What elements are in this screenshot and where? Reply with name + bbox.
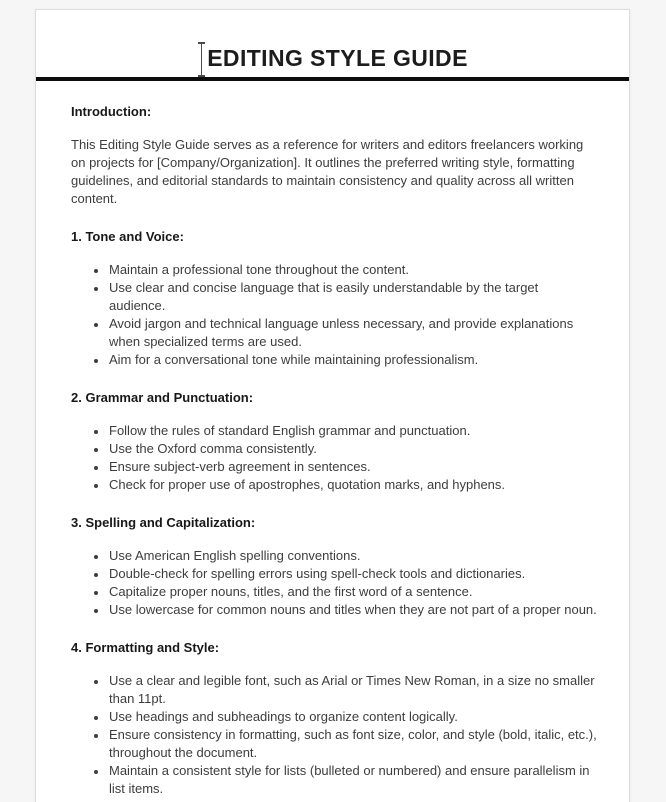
bullet-item[interactable]: • Use a clear and legible font, such as Arial or Times New Roman, in a size no smaller than 11pt. xyxy=(108,672,597,708)
bullet-item[interactable]: • Ensure consistency in formatting, such as font size, color, and style (bold, italic, etc.), throughout the document. xyxy=(108,726,597,762)
bullet-item[interactable]: • Use the Oxford comma consistently. xyxy=(108,440,597,458)
bullet-list xyxy=(71,422,597,494)
bullet-item[interactable]: • Follow the rules of standard English grammar and punctuation. xyxy=(108,422,597,440)
document-page[interactable] xyxy=(35,9,630,802)
document-body xyxy=(36,81,629,802)
bullet-item[interactable]: • Aim for a conversational tone while maintaining professionalism. xyxy=(108,351,597,369)
bullet-item[interactable]: • Check for proper use of apostrophes, quotation marks, and hyphens. xyxy=(108,476,597,494)
bullet-item[interactable]: • Maintain a professional tone throughout the content. xyxy=(108,261,597,279)
section-paragraph[interactable]: This Editing Style Guide serves as a reference for writers and editors freelancers working on projects for [Company/Organization]. It outlines the preferred writing style, formatting guidelines, and editorial standards to maintain consistency and quality across all written content. xyxy=(71,137,584,206)
bullet-list xyxy=(71,261,597,369)
document-title-row xyxy=(36,10,629,77)
bullet-list xyxy=(71,672,597,798)
bullet-item[interactable]: • Use headings and subheadings to organize content logically. xyxy=(108,708,597,726)
bullet-item[interactable]: • Ensure subject-verb agreement in sentences. xyxy=(108,458,597,476)
text-cursor-ibeam-icon xyxy=(197,42,206,77)
section-heading[interactable]: 4. Formatting and Style: xyxy=(71,640,220,655)
section-heading[interactable]: Introduction: xyxy=(71,104,152,119)
document-title[interactable]: EDITING STYLE GUIDE xyxy=(207,44,468,71)
bullet-item[interactable]: • Use lowercase for common nouns and titles when they are not part of a proper noun. xyxy=(108,601,597,619)
bullet-item[interactable]: • Double-check for spelling errors using spell-check tools and dictionaries. xyxy=(108,565,597,583)
section-heading[interactable]: 1. Tone and Voice: xyxy=(71,229,184,244)
bullet-list xyxy=(71,547,597,619)
section-heading[interactable]: 3. Spelling and Capitalization: xyxy=(71,515,256,530)
bullet-item[interactable]: • Capitalize proper nouns, titles, and the first word of a sentence. xyxy=(108,583,597,601)
bullet-item[interactable]: • Avoid jargon and technical language unless necessary, and provide explanations when specialized terms are used. xyxy=(108,315,597,351)
bullet-item[interactable]: • Use American English spelling conventions. xyxy=(108,547,597,565)
bullet-item[interactable]: • Maintain a consistent style for lists (bulleted or numbered) and ensure parallelism in list items. xyxy=(108,762,597,798)
bullet-item[interactable]: • Use clear and concise language that is easily understandable by the target audience. xyxy=(108,279,597,315)
section-heading[interactable]: 2. Grammar and Punctuation: xyxy=(71,390,254,405)
